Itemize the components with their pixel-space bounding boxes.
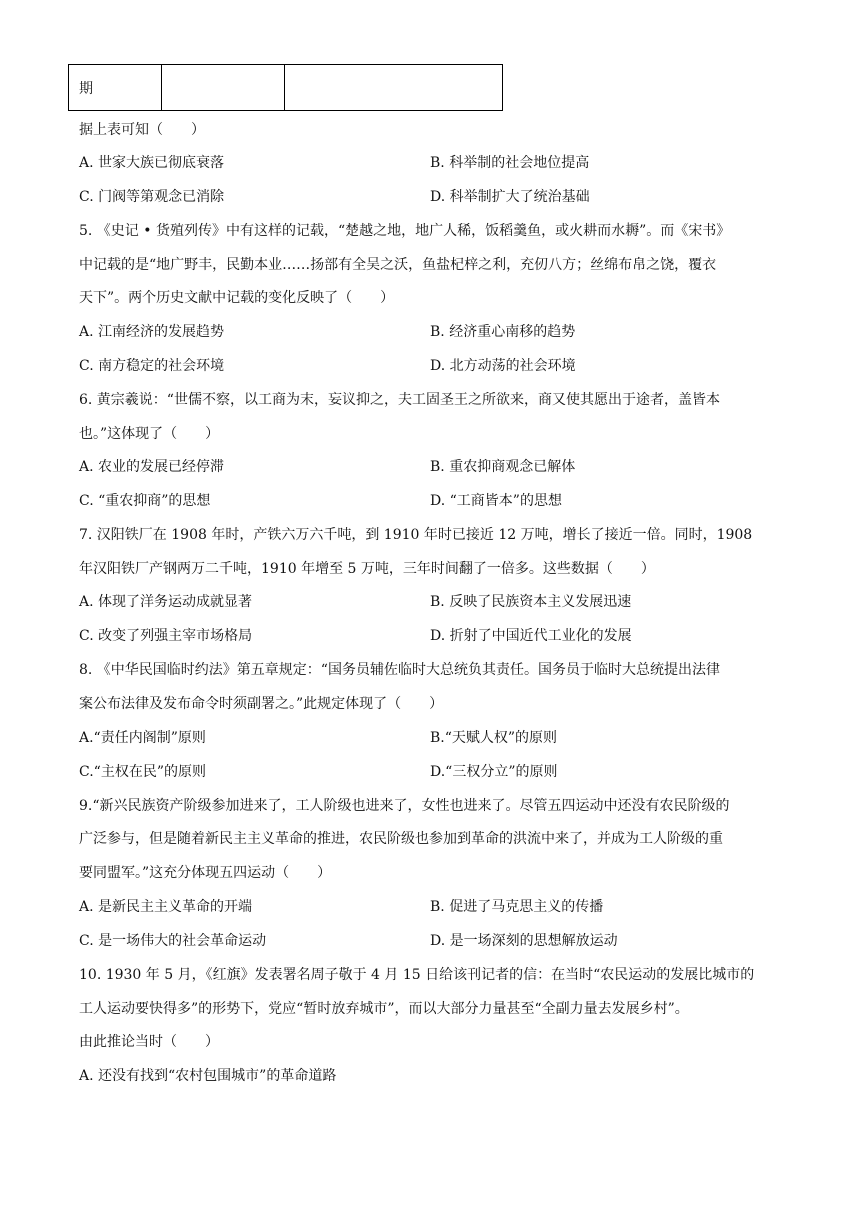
q9-stem-line: 要同盟军。”这充分体现五四运动（ ） (79, 865, 332, 881)
table-cell: 期 (69, 65, 162, 111)
q5-stem-line: 天下”。两个历史文献中记载的变化反映了（ ） (79, 290, 395, 306)
q8-stem-line: 8. 《中华民国临时约法》第五章规定：“国务员辅佐临时大总统负其责任。国务员于临时大总统提出法律 (79, 662, 720, 678)
q9-stem-line: 9.“新兴民族资产阶级参加进来了，工人阶级也进来了，女性也进来了。尽管五四运动中还没有农民阶级的 (79, 798, 730, 814)
q4-option-d: D. 科举制扩大了统治基础 (430, 189, 590, 205)
table-fragment (68, 64, 503, 111)
q9-stem-line: 广泛参与，但是随着新民主主义革命的推进，农民阶级也参加到革命的洪流中来了，并成为工人阶级的重 (79, 831, 723, 847)
q10-stem-line: 由此推论当时（ ） (79, 1034, 219, 1050)
q10-stem-line: 10. 1930 年 5 月，《红旗》发表署名周子敬于 4 月 15 日给该刊记者的信：在当时“农民运动的发展比城市的 (79, 967, 755, 983)
q7-option-a: A. 体现了洋务运动成就显著 (79, 594, 253, 610)
q9-option-a: A. 是新民主主义革命的开端 (79, 899, 253, 915)
q7-option-c: C. 改变了列强主宰市场格局 (79, 628, 253, 644)
q7-option-b: B. 反映了民族资本主义发展迅速 (430, 594, 632, 610)
q8-option-b: B.“天赋人权”的原则 (430, 730, 558, 746)
q4-stem: 据上表可知（ ） (79, 122, 205, 138)
q9-option-b: B. 促进了马克思主义的传播 (430, 899, 604, 915)
q6-stem-line: 6. 黄宗羲说：“世儒不察，以工商为末，妄议抑之，夫工固圣王之所欲来，商又使其愿出于途者，盖皆本 (79, 392, 720, 408)
q6-option-c: C. “重农抑商”的思想 (79, 493, 211, 509)
q6-option-b: B. 重农抑商观念已解体 (430, 459, 576, 475)
table-row (69, 65, 503, 111)
q8-option-a: A.“责任内阁制”原则 (79, 730, 206, 746)
q7-stem-line: 年汉阳铁厂产钢两万二千吨，1910 年增至 5 万吨，三年时间翻了一倍多。这些数据（ ） (79, 561, 655, 577)
q7-option-d: D. 折射了中国近代工业化的发展 (430, 628, 632, 644)
q10-option-a: A. 还没有找到“农村包围城市”的革命道路 (79, 1068, 337, 1084)
q9-option-c: C. 是一场伟大的社会革命运动 (79, 933, 267, 949)
q4-option-c: C. 门阀等第观念已消除 (79, 189, 225, 205)
q7-stem-line: 7. 汉阳铁厂在 1908 年时，产铁六万六千吨，到 1910 年时已接近 12 万吨，增长了接近一倍。同时，1908 (79, 527, 753, 543)
q8-stem-line: 案公布法律及发布命令时须副署之。”此规定体现了（ ） (79, 696, 444, 712)
q4-option-b: B. 科举制的社会地位提高 (430, 155, 590, 171)
q4-option-a: A. 世家大族已彻底衰落 (79, 155, 225, 171)
q6-option-a: A. 农业的发展已经停滞 (79, 459, 225, 475)
q5-stem-line: 5. 《史记 • 货殖列传》中有这样的记载，“楚越之地，地广人稀，饭稻羹鱼，或火耕而水耨”。而《宋书》 (79, 223, 731, 239)
q5-stem-line: 中记载的是“地广野丰，民勤本业……扬部有全吴之沃，鱼盐杞梓之利，充仞八方；丝绵布帛之饶，覆衣 (79, 257, 717, 273)
q5-option-c: C. 南方稳定的社会环境 (79, 358, 225, 374)
q5-option-d: D. 北方动荡的社会环境 (430, 358, 576, 374)
q6-stem-line: 也。”这体现了（ ） (79, 426, 220, 442)
q5-option-a: A. 江南经济的发展趋势 (79, 324, 225, 340)
q8-option-d: D.“三权分立”的原则 (430, 764, 558, 780)
q10-stem-line: 工人运动要快得多”的形势下，党应“暂时放弃城市”，而以大部分力量甚至“全副力量去发展乡村”。 (79, 1001, 689, 1017)
q5-option-b: B. 经济重心南移的趋势 (430, 324, 576, 340)
q9-option-d: D. 是一场深刻的思想解放运动 (430, 933, 618, 949)
table-cell (162, 65, 285, 111)
table-cell (285, 65, 503, 111)
q8-option-c: C.“主权在民”的原则 (79, 764, 206, 780)
q6-option-d: D. “工商皆本”的思想 (430, 493, 562, 509)
